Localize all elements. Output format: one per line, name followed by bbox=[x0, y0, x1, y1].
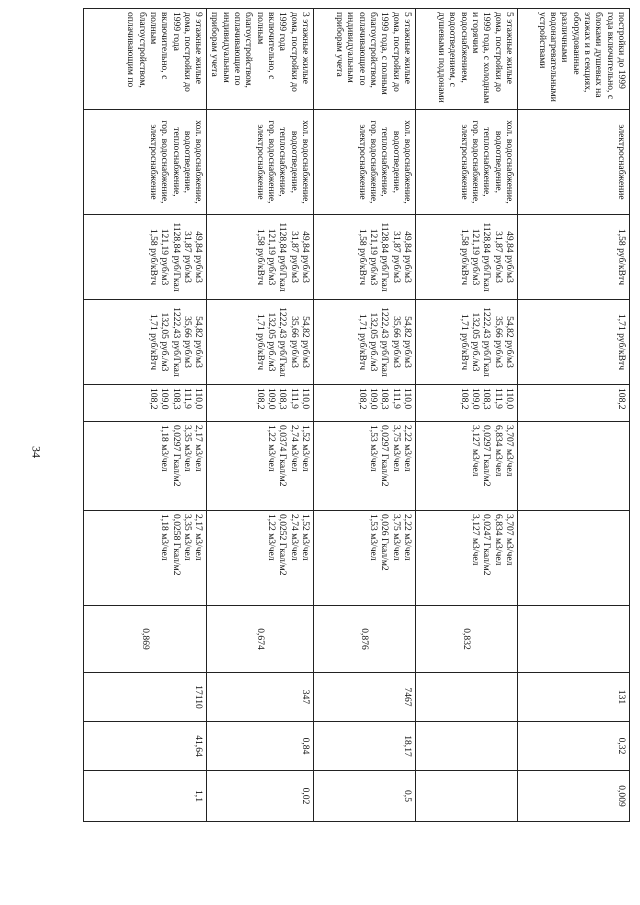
value-1-cell: 7467 bbox=[314, 673, 416, 722]
norm-b-cell-line: 1,22 м3/чел bbox=[266, 514, 278, 561]
tariff-new-cell bbox=[84, 300, 207, 385]
norm-b-cell bbox=[518, 511, 630, 606]
index-cell-line: 108,2 bbox=[254, 388, 266, 410]
norm-b-cell-line: 6,834 м3/чел bbox=[492, 514, 504, 566]
norm-a-cell bbox=[518, 422, 630, 511]
services-cell-line: теплоснабжение, bbox=[379, 127, 391, 197]
tariff-new-cell bbox=[207, 300, 314, 385]
norm-a-cell-line: 2,74 м3/чел bbox=[288, 425, 300, 472]
value-1-cell bbox=[416, 673, 518, 722]
index-cell bbox=[207, 385, 314, 422]
norm-b-cell-line: 0,0258 Гкал/м2 bbox=[170, 514, 182, 576]
index-cell-line: 109,0 bbox=[266, 388, 278, 410]
value-3-cell: 0,02 bbox=[207, 771, 314, 822]
norm-b-cell-line: 0,0247 Гкал/м2 bbox=[481, 514, 493, 576]
tariff-prev-cell-line: 1,58 руб/кВтч bbox=[147, 228, 159, 286]
services-cell-line: электроснабжение bbox=[458, 124, 470, 200]
norm-b-cell-line: 3,707 м3/чел bbox=[504, 514, 515, 566]
tariff-new-cell-line: 35,66 руб/м3 bbox=[492, 316, 504, 368]
tariff-prev-cell-line: 31,87 руб/м3 bbox=[390, 231, 402, 283]
value-1-cell: 17110 bbox=[84, 673, 207, 722]
tariff-prev-cell-line: 1128,84 руб/Гкал bbox=[170, 222, 182, 292]
coefficient-cell: 0,876 bbox=[314, 606, 416, 673]
services-cell bbox=[518, 110, 630, 215]
table-row bbox=[84, 9, 207, 822]
value-1-cell: 347 bbox=[207, 673, 314, 722]
rotated-tariff-table bbox=[85, 8, 630, 808]
index-cell bbox=[84, 385, 207, 422]
tariff-prev-cell-line: 49,84 руб/м3 bbox=[193, 231, 205, 283]
tariff-prev-cell bbox=[314, 215, 416, 300]
index-cell-line: 111,9 bbox=[390, 388, 402, 409]
value-2-cell: 18,17 bbox=[314, 722, 416, 771]
index-cell-line: 109,0 bbox=[470, 388, 482, 410]
norm-b-cell-line: 3,35 м3/чел bbox=[181, 514, 193, 561]
tariff-prev-cell-line: 121,19 руб/м3 bbox=[159, 228, 171, 286]
norm-b-cell-line: 2,74 м3/чел bbox=[288, 514, 300, 561]
tariff-new-cell-line: 1222,43 руб/Гкал bbox=[277, 307, 289, 377]
services-cell bbox=[416, 110, 518, 215]
services-cell bbox=[207, 110, 314, 215]
index-cell-line: 111,9 bbox=[181, 388, 193, 409]
norm-b-cell-line: 1,53 м3/чел bbox=[368, 514, 380, 561]
value-2-cell bbox=[416, 722, 518, 771]
norm-a-cell bbox=[416, 422, 518, 511]
norm-a-cell-line: 0,0297 Гкал/м2 bbox=[481, 425, 493, 487]
tariff-new-cell-line: 54,82 руб/м3 bbox=[193, 316, 205, 368]
index-cell-line: 108,3 bbox=[170, 388, 182, 410]
tariff-prev-cell-line: 31,87 руб/м3 bbox=[492, 231, 504, 283]
index-cell-line: 108,2 bbox=[147, 388, 159, 410]
norm-b-cell bbox=[416, 511, 518, 606]
services-cell-line: теплоснабжение, bbox=[277, 127, 289, 197]
services-cell-line: водоотведение, bbox=[390, 130, 402, 194]
value-3-cell: 0,5 bbox=[314, 771, 416, 822]
services-cell-line: хол. водоснабжение, bbox=[402, 120, 413, 204]
tariff-prev-cell-line: 49,84 руб/м3 bbox=[402, 231, 413, 283]
tariff-new-cell-line: 1,71 руб/кВтч bbox=[147, 313, 159, 371]
tariff-new-cell-line: 54,82 руб/м3 bbox=[504, 316, 515, 368]
index-cell-line: 108,2 bbox=[458, 388, 470, 410]
index-cell bbox=[314, 385, 416, 422]
value-2-cell: 41,64 bbox=[84, 722, 207, 771]
tariff-prev-cell bbox=[416, 215, 518, 300]
norm-a-cell-line: 2,22 м3/чел bbox=[402, 425, 413, 472]
tariff-prev-cell-line: 31,87 руб/м3 bbox=[288, 231, 300, 283]
tariff-prev-cell bbox=[207, 215, 314, 300]
tariff-new-cell-line: 35,66 руб/м3 bbox=[288, 316, 300, 368]
page-number: 34 bbox=[29, 446, 44, 458]
norm-a-cell-line: 1,53 м3/чел bbox=[368, 425, 380, 472]
tariff-prev-cell bbox=[518, 215, 630, 300]
tariff-new-cell-line: 1,71 руб/кВтч bbox=[616, 313, 627, 371]
table-row bbox=[518, 9, 630, 822]
tariff-new-cell-line: 132,05 руб./м3 bbox=[470, 312, 482, 372]
tariff-new-cell-line: 1222,43 руб/Гкал bbox=[170, 307, 182, 377]
value-3-cell: 0,009 bbox=[518, 771, 630, 822]
tariff-new-cell-line: 132,05 руб./м3 bbox=[266, 312, 278, 372]
norm-a-cell bbox=[84, 422, 207, 511]
category-cell: 5 этажные жилые дома, постройки до 1999 года, с полным благоустройством, оплачивающие по индивидуальным приборам учета bbox=[314, 9, 416, 110]
index-cell-line: 108,2 bbox=[616, 388, 627, 410]
services-cell-line: электроснабжение bbox=[254, 124, 266, 200]
tariff-new-cell-line: 54,82 руб/м3 bbox=[300, 316, 311, 368]
norm-b-cell-line: 2,22 м3/чел bbox=[402, 514, 413, 561]
tariff-new-cell bbox=[314, 300, 416, 385]
norm-a-cell-line: 2,17 м3/чел bbox=[193, 425, 205, 472]
services-cell-line: электроснабжение bbox=[616, 124, 627, 200]
value-2-cell: 0,32 bbox=[518, 722, 630, 771]
norm-a-cell-line: 0,0297 Гкал/м2 bbox=[379, 425, 391, 487]
norm-b-cell-line: 1,52 м3/чел bbox=[300, 514, 311, 561]
norm-a-cell-line: 3,127 м3/чел bbox=[470, 425, 482, 477]
index-cell-line: 110,0 bbox=[504, 388, 515, 410]
tariff-prev-cell-line: 1128,84 руб/Гкал bbox=[481, 222, 493, 292]
norm-a-cell bbox=[314, 422, 416, 511]
norm-a-cell-line: 1,22 м3/чел bbox=[266, 425, 278, 472]
norm-b-cell bbox=[207, 511, 314, 606]
norm-b-cell-line: 3,75 м3/чел bbox=[390, 514, 402, 561]
value-2-cell: 0,84 bbox=[207, 722, 314, 771]
coefficient-cell: 0,832 bbox=[416, 606, 518, 673]
tariff-new-cell-line: 54,82 руб/м3 bbox=[402, 316, 413, 368]
index-cell bbox=[416, 385, 518, 422]
table-row bbox=[416, 9, 518, 822]
tariff-new-cell bbox=[416, 300, 518, 385]
tariff-new-cell-line: 1222,43 руб/Гкал bbox=[379, 307, 391, 377]
norm-a-cell-line: 3,35 м3/чел bbox=[181, 425, 193, 472]
category-cell: постройки до 1999 года включительно, с блоками душевых на этажах и в секциях, оборудованные различными водонагревательными устройствами bbox=[518, 9, 630, 110]
table-row bbox=[314, 9, 416, 822]
index-cell-line: 111,9 bbox=[492, 388, 504, 409]
tariff-new-cell-line: 1,71 руб/кВтч bbox=[458, 313, 470, 371]
tariff-prev-cell bbox=[84, 215, 207, 300]
value-1-cell: 131 bbox=[518, 673, 630, 722]
norm-b-cell bbox=[84, 511, 207, 606]
index-cell-line: 109,0 bbox=[159, 388, 171, 410]
index-cell-line: 108,2 bbox=[356, 388, 368, 410]
services-cell-line: водоотведение, bbox=[492, 130, 504, 194]
services-cell-line: теплоснабжение, bbox=[481, 127, 493, 197]
services-cell-line: водоотведение, bbox=[181, 130, 193, 194]
index-cell-line: 111,9 bbox=[288, 388, 300, 409]
index-cell-line: 109,0 bbox=[368, 388, 380, 410]
services-cell-line: теплоснабжение, bbox=[170, 127, 182, 197]
norm-a-cell-line: 3,707 м3/чел bbox=[504, 425, 515, 477]
tariff-prev-cell-line: 49,84 руб/м3 bbox=[504, 231, 515, 283]
norm-a-cell-line: 0,0374 Гкал/м2 bbox=[277, 425, 289, 487]
tariff-prev-cell-line: 121,19 руб/м3 bbox=[266, 228, 278, 286]
services-cell-line: гор. водоснабжение, bbox=[368, 120, 380, 204]
norm-b-cell-line: 0,026 Гкал/м2 bbox=[379, 514, 391, 571]
tariff-new-cell-line: 132,05 руб./м3 bbox=[368, 312, 380, 372]
services-cell-line: хол. водоснабжение, bbox=[193, 120, 205, 204]
norm-b-cell bbox=[314, 511, 416, 606]
tariff-prev-cell-line: 1128,84 руб/Гкал bbox=[379, 222, 391, 292]
value-3-cell: 1,1 bbox=[84, 771, 207, 822]
norm-a-cell-line: 3,75 м3/чел bbox=[390, 425, 402, 472]
services-cell-line: электроснабжение bbox=[147, 124, 159, 200]
norm-b-cell-line: 1,18 м3/чел bbox=[159, 514, 171, 561]
norm-a-cell-line: 0,0297 Гкал/м2 bbox=[170, 425, 182, 487]
services-cell-line: гор. водоснабжение, bbox=[159, 120, 171, 204]
tariff-new-cell bbox=[518, 300, 630, 385]
tariff-prev-cell-line: 1128,84 руб/Гкал bbox=[277, 222, 289, 292]
tariff-new-cell-line: 35,66 руб/м3 bbox=[390, 316, 402, 368]
tariff-prev-cell-line: 1,58 руб/кВтч bbox=[616, 228, 627, 286]
norm-b-cell-line: 0,0252 Гкал/м2 bbox=[277, 514, 289, 576]
category-cell: 5 этажные жилые дома, постройки до 1999 года, с холодным и горячим водоснабжением, водоотведением, с душевыми поддонами bbox=[416, 9, 518, 110]
tariff-new-cell-line: 1,71 руб/кВтч bbox=[254, 313, 266, 371]
index-cell-line: 108,3 bbox=[481, 388, 493, 410]
services-cell-line: хол. водоснабжение, bbox=[300, 120, 311, 204]
tariff-new-cell-line: 1,71 руб/кВтч bbox=[356, 313, 368, 371]
index-cell-line: 110,0 bbox=[300, 388, 311, 410]
services-cell-line: водоотведение, bbox=[288, 130, 300, 194]
services-cell bbox=[84, 110, 207, 215]
services-cell-line: электроснабжение bbox=[356, 124, 368, 200]
category-cell: 3 этажные жилые дома, постройки до 1999 года включительно, с полным благоустройством, оплачивающие по индивидуальным приборам учета bbox=[207, 9, 314, 110]
tariff-prev-cell-line: 31,87 руб/м3 bbox=[181, 231, 193, 283]
norm-a-cell-line: 1,18 м3/чел bbox=[159, 425, 171, 472]
tariff-new-cell-line: 1222,43 руб/Гкал bbox=[481, 307, 493, 377]
tariff-prev-cell-line: 121,19 руб/м3 bbox=[368, 228, 380, 286]
category-cell: 9 этажные жилые дома, постройки до 1999 года включительно, с полным благоустройством, оплачивающим по bbox=[84, 9, 207, 110]
norm-a-cell bbox=[207, 422, 314, 511]
table-row bbox=[207, 9, 314, 822]
norm-b-cell-line: 2,17 м3/чел bbox=[193, 514, 205, 561]
services-cell-line: гор. водоснабжение, bbox=[470, 120, 482, 204]
norm-a-cell-line: 1,52 м3/чел bbox=[300, 425, 311, 472]
index-cell-line: 110,0 bbox=[402, 388, 413, 410]
tariff-table bbox=[83, 8, 630, 822]
norm-b-cell-line: 3,127 м3/чел bbox=[470, 514, 482, 566]
tariff-prev-cell-line: 1,58 руб/кВтч bbox=[458, 228, 470, 286]
services-cell-line: хол. водоснабжение, bbox=[504, 120, 515, 204]
value-3-cell bbox=[416, 771, 518, 822]
index-cell bbox=[518, 385, 630, 422]
tariff-prev-cell-line: 1,58 руб/кВтч bbox=[356, 228, 368, 286]
coefficient-cell bbox=[518, 606, 630, 673]
tariff-prev-cell-line: 121,19 руб/м3 bbox=[470, 228, 482, 286]
index-cell-line: 110,0 bbox=[193, 388, 205, 410]
index-cell-line: 108,3 bbox=[277, 388, 289, 410]
services-cell bbox=[314, 110, 416, 215]
coefficient-cell: 0,869 bbox=[84, 606, 207, 673]
tariff-new-cell-line: 132,05 руб./м3 bbox=[159, 312, 171, 372]
tariff-prev-cell-line: 1,58 руб/кВтч bbox=[254, 228, 266, 286]
norm-a-cell-line: 6,834 м3/чел bbox=[492, 425, 504, 477]
tariff-new-cell-line: 35,66 руб/м3 bbox=[181, 316, 193, 368]
tariff-prev-cell-line: 49,84 руб/м3 bbox=[300, 231, 311, 283]
index-cell-line: 108,3 bbox=[379, 388, 391, 410]
coefficient-cell: 0,674 bbox=[207, 606, 314, 673]
services-cell-line: гор. водоснабжение, bbox=[266, 120, 278, 204]
